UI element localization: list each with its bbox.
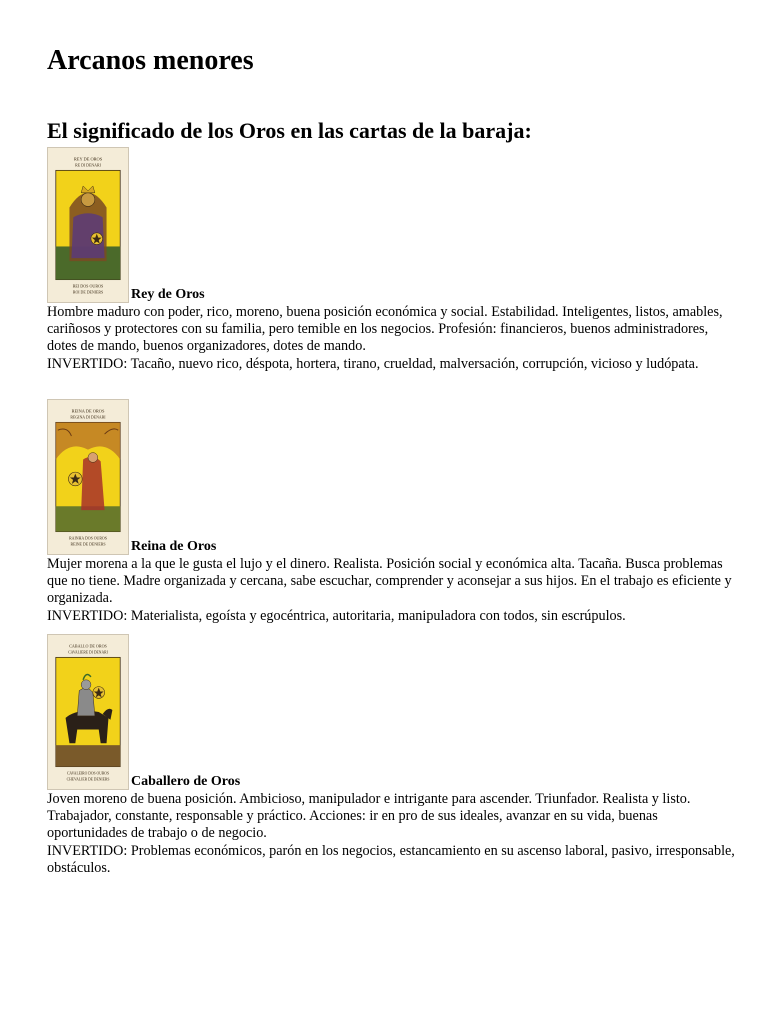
card-bottom-text-2: ROI DE DENIERS	[72, 290, 104, 295]
card-bottom-text-2: CHEVALIER DE DENIERS	[66, 777, 110, 782]
card-header-row	[47, 145, 737, 303]
card-entry-caballero	[47, 632, 737, 877]
card-top-text-2: RE DI DENARI	[75, 163, 101, 168]
card-description: Joven moreno de buena posición. Ambicioso, manipulador e intrigante para ascender. Triunfador. Realista y listo. Trabajador, constante, responsable y práctico. Acciones: ir en pro de sus ideales, avanzar en su vida, buenas oportunidades de trabajo o de negocio.	[47, 791, 691, 841]
card-bottom-text-1: RAINHA DOS OUROS	[69, 536, 107, 541]
card-header-row	[47, 632, 737, 790]
king-of-pentacles-icon	[48, 148, 128, 302]
card-bottom-text-1: CAVALEIRO DOS OUROS	[66, 771, 110, 776]
card-description: Mujer morena a la que le gusta el lujo y el dinero. Realista. Posición social y económica alta. Tacaña. Busca problemas que no tiene. Madre organizada y cercana, sabe escuchar, comprender y aconsejar a sus hijos. En el trabajo es eficiente y organizada.	[47, 556, 732, 606]
section-heading: El significado de los Oros en las cartas de la baraja:	[47, 118, 532, 143]
card-top-text-1: REINA DE OROS	[71, 408, 105, 414]
card-header-row	[47, 397, 737, 555]
page-title: Arcanos menores	[47, 45, 254, 76]
card-name: Caballero de Oros	[131, 774, 241, 789]
card-inverted-meaning: INVERTIDO: Tacaño, nuevo rico, déspota, hortera, tirano, crueldad, malversación, corrupción, vicioso y ludópata.	[47, 356, 699, 373]
card-top-text-2: REGINA DI DENARI	[70, 415, 106, 420]
card-name: Reina de Oros	[131, 539, 217, 554]
tarot-card-image	[47, 399, 129, 555]
card-entry-rey	[47, 145, 737, 373]
card-description: Hombre maduro con poder, rico, moreno, buena posición económica y social. Estabilidad. Inteligentes, listos, amables, cariñosos y protectores con su familia, pero temible en los negocios. Profesión: financieros, buenos administradores, dotes de mando, buenos organizadores, dotes de mando.	[47, 304, 723, 354]
tarot-card-image	[47, 634, 129, 790]
card-top-text-1: CABALLO DE OROS	[69, 643, 107, 649]
card-entry-reina	[47, 397, 737, 625]
card-inverted-meaning: INVERTIDO: Problemas económicos, parón en los negocios, estancamiento en su ascenso laboral, pasivo, irresponsable, obstáculos.	[47, 843, 735, 877]
card-bottom-text-1: REI DOS OUROS	[72, 283, 104, 289]
knight-of-pentacles-icon	[48, 635, 128, 789]
card-bottom-text-2: REINE DE DENIERS	[70, 542, 106, 547]
card-name: Rey de Oros	[131, 287, 205, 302]
card-top-text-1: REY DE OROS	[73, 156, 103, 162]
queen-of-pentacles-icon	[48, 400, 128, 554]
tarot-card-image	[47, 147, 129, 303]
card-inverted-meaning: INVERTIDO: Materialista, egoísta y egocéntrica, autoritaria, manipuladora con todos, sin escrúpulos.	[47, 608, 626, 625]
card-top-text-2: CAVALIERE DI DENARI	[68, 650, 108, 655]
